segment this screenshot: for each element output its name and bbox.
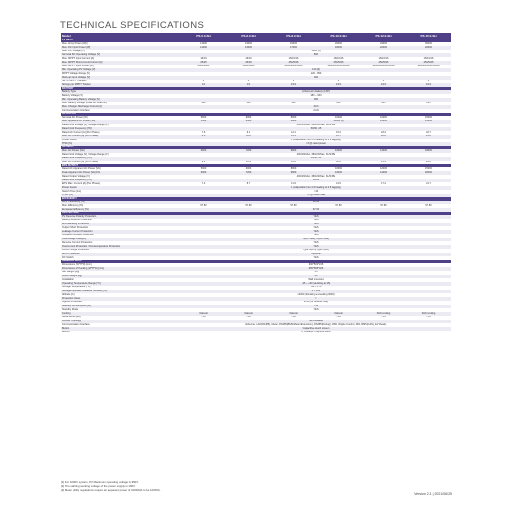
version-label: Version 2.1 | 2021/06/25 <box>414 492 452 496</box>
section-title: EPS OUTPUT <box>61 164 451 167</box>
spec-value: 18000 <box>406 149 451 153</box>
spec-value: ≤4000 (Derating exceeding 3000) <box>181 293 451 297</box>
spec-value: 1/1/1 <box>271 83 316 87</box>
spec-value: <3 @ linear load <box>181 194 451 198</box>
spec-value: 15000 <box>406 120 451 124</box>
spec-label: Cooling <box>61 312 181 316</box>
spec-value: 30.0 <box>181 105 451 109</box>
spec-value: 400/230Vac, 380/220Vac, 3L/N/PE <box>181 153 451 157</box>
spec-label: Min. Operating Battery Voltage [V] <box>61 98 181 102</box>
spec-value: -25 ~ +60 (derating at 45) <box>181 282 451 286</box>
spec-value: 12.1 <box>271 131 316 135</box>
spec-label: Buzzer <box>61 331 181 335</box>
spec-label: Min. Operating PV Voltage [V] <box>61 68 181 72</box>
spec-table-body <box>61 39 451 335</box>
spec-value: 15000 <box>406 116 451 120</box>
spec-value: 665*565*306 <box>181 267 451 271</box>
spec-value: Natural <box>226 312 271 316</box>
spec-value: 35 <box>181 271 451 275</box>
spec-value: YES <box>181 219 451 223</box>
spec-label: Peak Apparent AC Power [VA] 10s <box>61 171 181 175</box>
spec-value: 25/25/25 <box>271 61 316 65</box>
spec-value: 16/16/16 <box>361 57 406 61</box>
spec-value: 15000 <box>406 167 451 171</box>
spec-label: No. of MPPT Trackers <box>61 80 181 84</box>
spec-value: 5000 <box>181 116 226 120</box>
model-column-header: PS-8.0-SH <box>271 33 316 39</box>
spec-value: 25/25/25 <box>316 61 361 65</box>
spec-value: 8000 <box>271 116 316 120</box>
spec-value: <55 <box>406 316 451 320</box>
spec-value: Ethernet, LAN(RJ485), Meter, RS485(BMS/Meter/Extension), RS485(Debug), WiFi, Ripple Control, DIN, BMS(CAN), EV Ready <box>181 323 451 327</box>
spec-value: 16/16 <box>181 57 226 61</box>
spec-label: MPPT Efficiency [%] <box>61 201 181 205</box>
spec-value: 6000 <box>181 149 226 153</box>
footnote: [3] Meter utility regulations require an apparent power of 10000VA to be 1000VA. <box>61 488 161 492</box>
spec-label: Dimensions of Packing (W*H*D) [mm] <box>61 267 181 271</box>
spec-label: Reverse Current Protection <box>61 241 181 245</box>
spec-label: Installation <box>61 278 181 282</box>
spec-value: 3 <box>271 80 316 84</box>
spec-value: 160 <box>271 102 316 106</box>
spec-value: 18.2 <box>361 131 406 135</box>
spec-value: 9600 <box>271 149 316 153</box>
spec-value: IP65 (for outdoor use) <box>181 301 451 305</box>
spec-label: THDi [%] <box>61 142 181 146</box>
model-column-header: PS-15.0-SH <box>406 33 451 39</box>
spec-value: 11000 <box>181 46 226 50</box>
spec-value: 6000 <box>226 116 271 120</box>
spec-value: 11.6 <box>271 182 316 186</box>
spec-label: Battery Voltage [V] <box>61 94 181 98</box>
spec-value: 9.1 <box>226 131 271 135</box>
spec-value: 400/230Vac, 380/220Vac, 3L/N/PE <box>181 124 451 128</box>
spec-label: AFCI Protection <box>61 253 181 257</box>
spec-value: Lithium-ion battery (LFP) <box>181 90 451 94</box>
spec-value: 97.80 <box>316 204 361 208</box>
spec-value: 6000/6000/6000 <box>271 65 316 69</box>
spec-value: 13000 <box>226 42 271 46</box>
spec-value: 400/230Vac, 380/220Vac, 3L/N/PE <box>181 175 451 179</box>
spec-value: 17000 <box>271 46 316 50</box>
spec-value: 1/1/1 <box>316 83 361 87</box>
spec-label: Rated Output Voltage [V] <box>61 175 181 179</box>
footnotes <box>61 480 161 492</box>
spec-value: 16/16 <box>226 57 271 61</box>
spec-value: FAN cooling <box>361 312 406 316</box>
spec-value: 25/25/25 <box>406 61 451 65</box>
spec-value: 10000 <box>316 116 361 120</box>
spec-label: Max. Charge/ Discharge Current [A] <box>61 105 181 109</box>
spec-value: 50/60 <box>181 179 451 183</box>
spec-label: Standby Consumption [W] <box>61 305 181 309</box>
spec-value: 22000 <box>406 46 451 50</box>
spec-value: 5000 <box>181 167 226 171</box>
spec-value: 1000 [1] <box>181 50 451 54</box>
spec-value: 1/1 <box>181 83 226 87</box>
spec-label: Power Factor <box>61 186 181 190</box>
spec-label: Button <box>61 327 181 331</box>
spec-value: Type II(DC)/Type II(AC) <box>181 249 451 253</box>
footnote: [1] For 1000V system, PV Maximum operating voltage is 950V. <box>61 480 139 484</box>
spec-label: Max. AC Current [A] (Per Phase) <box>61 135 181 139</box>
spec-value: 97.80 <box>181 204 226 208</box>
spec-value: 9600 <box>271 171 316 175</box>
spec-value: 8000 <box>271 167 316 171</box>
spec-value: 120 - 950 <box>181 72 451 76</box>
spec-value: <3 @ rated power <box>181 142 451 146</box>
spec-label: Strings per MPPT Tracker <box>61 83 181 87</box>
spec-value: 9.1 <box>181 161 226 165</box>
spec-value: 7.6 <box>181 131 226 135</box>
spec-label: Rated AC Current [A] (Per Phase) <box>61 131 181 135</box>
spec-label: Max. Battery Voltage (Peak AC Load 3h) <box>61 102 181 106</box>
spec-label: Protection Class <box>61 297 181 301</box>
spec-value: 16/16/16 <box>316 57 361 61</box>
spec-value: FAN cooling <box>406 312 451 316</box>
spec-label: Storage/Operation Relative Humidity [%] <box>61 290 181 294</box>
spec-label: Rated Grid Voltage [V], Voltage Range [V] <box>61 153 181 157</box>
spec-value: <30 <box>181 316 226 320</box>
spec-value: 97.00 <box>181 208 451 212</box>
spec-value: 6000 <box>181 171 226 175</box>
spec-value: 13000 <box>226 46 271 50</box>
spec-value: CAN <box>181 109 451 113</box>
spec-value: 2 <box>181 80 226 84</box>
spec-label: Battery Type <box>61 90 181 94</box>
spec-value: YES <box>181 223 451 227</box>
spec-label: Nominal DC Operating Voltage [V] <box>61 53 181 57</box>
spec-label: Rated Grid Frequency [Hz] <box>61 127 181 131</box>
page-title: TECHNICAL SPECIFICATIONS <box>60 20 205 31</box>
spec-value: 6000 <box>226 167 271 171</box>
spec-value: 1 (Adjustable from 0.8 leading to 0.8 lagging) <box>181 186 451 190</box>
spec-label: Anti-Islanding Protection <box>61 223 181 227</box>
spec-label: PV Reverse Polarity Protection <box>61 215 181 219</box>
spec-value: 125 <box>226 102 271 106</box>
spec-value: 12000 <box>316 149 361 153</box>
spec-value: Natural <box>271 312 316 316</box>
spec-value: 180 ~ 900 <box>181 94 451 98</box>
spec-label: Max. MPPT Short-Circuit Current [A] <box>61 61 181 65</box>
spec-value: 600*500*226 <box>181 263 451 267</box>
spec-value: 3 <box>316 80 361 84</box>
spec-value: 99.90 <box>181 201 451 205</box>
spec-value: 40 <box>181 275 451 279</box>
spec-label: Max. DC Input Power [W] <box>61 46 181 50</box>
spec-value: 20.0 <box>361 135 406 139</box>
spec-value: 11000 [3] <box>316 120 361 124</box>
table-row <box>61 331 451 335</box>
spec-value: 97.80 <box>361 204 406 208</box>
spec-value: 18000 <box>406 171 451 175</box>
spec-value: 2 <box>226 80 271 84</box>
spec-value: Natural <box>181 312 226 316</box>
spec-label: DC Switch <box>61 256 181 260</box>
spec-label: Start-up Input Voltage [V] <box>61 76 181 80</box>
spec-label: EPS Max. Current [A] (Per Phase) <box>61 182 181 186</box>
spec-value: 7.2 <box>181 182 226 186</box>
spec-label: Inverter Topology <box>61 320 181 324</box>
spec-label: DC/AC Surge Protection <box>61 249 181 253</box>
spec-value: YES <box>181 256 451 260</box>
spec-value: Natural <box>316 312 361 316</box>
spec-label: European Efficiency [%] <box>61 208 181 212</box>
model-column-header: PS-5.0-SH <box>181 33 226 39</box>
spec-value: II(DC side), III(AC side) <box>181 238 451 242</box>
section-title: BATTERY <box>61 87 451 90</box>
footnote: [2] The starting working voltage of the power supply is 160V. <box>61 484 136 488</box>
spec-value: 13200 <box>361 120 406 124</box>
spec-value: 14.5 <box>316 182 361 186</box>
spec-value: 8800 <box>271 120 316 124</box>
spec-value: 50/60, 45 <box>181 127 451 131</box>
spec-value: 21.7 <box>406 182 451 186</box>
spec-value: 1, model(RYXB)/unit touch <box>181 331 451 335</box>
spec-value: 12000 <box>316 171 361 175</box>
spec-value: 25/25 <box>226 61 271 65</box>
spec-label: Rated Grid Frequency [Hz] <box>61 157 181 161</box>
spec-value: 7200 <box>226 149 271 153</box>
spec-label: Max. Efficiency [%] <box>61 204 181 208</box>
spec-value: 8.7 <box>226 182 271 186</box>
spec-value: 30000 <box>406 42 451 46</box>
spec-value: 97.80 <box>271 204 316 208</box>
spec-label: Power Factor <box>61 139 181 143</box>
spec-label: Max. MPPT Input Current [A] <box>61 57 181 61</box>
spec-value: 18000 <box>316 46 361 50</box>
spec-value: 18.2 <box>316 161 361 165</box>
spec-value: Capacitive touch screen <box>181 327 451 331</box>
spec-value: 1/1 <box>226 83 271 87</box>
spec-label: Leakage Current Protection <box>61 230 181 234</box>
spec-value: 10000/10000/10000 <box>316 65 361 69</box>
spec-value: 1 (Adjustable from 0.8 leading to 0.8 lagging) <box>181 139 451 143</box>
model-column-header: PS-10.0-SH <box>316 33 361 39</box>
spec-value: 6000/6000 <box>226 65 271 69</box>
spec-value: 17.4 <box>361 182 406 186</box>
spec-label: Rated Grid Voltage [V], Voltage Range [V] <box>61 124 181 128</box>
spec-value: 210 <box>316 102 361 106</box>
spec-label: Insulation Resistor Detection <box>61 234 181 238</box>
spec-value: YES <box>181 308 451 312</box>
spec-value: 97.80 <box>406 204 451 208</box>
spec-value: YES <box>181 215 451 219</box>
spec-value: 1/1/1 <box>361 83 406 87</box>
spec-value: 10000 <box>316 167 361 171</box>
spec-value: 14.6 <box>271 161 316 165</box>
spec-label: Noise Emits [dB] <box>61 316 181 320</box>
spec-value: <55 <box>361 316 406 320</box>
spec-value: 13.3 <box>271 135 316 139</box>
spec-value: 16/16/16 <box>406 57 451 61</box>
section-title: PROTECTION <box>61 212 451 215</box>
spec-value: 11000 <box>181 42 226 46</box>
spec-value: <30 <box>226 316 271 320</box>
spec-value: 16/16/16 <box>271 57 316 61</box>
section-title: PV INPUT <box>61 39 451 42</box>
spec-label: Rated Grid Frequency [Hz] <box>61 179 181 183</box>
spec-value: Non-isolated <box>181 320 451 324</box>
spec-value: 16.7 <box>316 135 361 139</box>
spec-value: 6000/6000 <box>181 65 226 69</box>
spec-label: Communication Interface <box>61 323 181 327</box>
spec-value: 10.9 <box>226 161 271 165</box>
spec-value: <30 <box>316 316 361 320</box>
spec-label: Overvoltage Category <box>61 238 181 242</box>
spec-value: 15.2 <box>316 131 361 135</box>
spec-label: Max. Array Power [Wp] <box>61 42 181 46</box>
spec-value: 25.0 <box>406 135 451 139</box>
spec-value: 3 <box>406 80 451 84</box>
spec-value: YES <box>181 245 451 249</box>
spec-value: YES <box>181 230 451 234</box>
spec-value: 21.9 <box>361 161 406 165</box>
spec-value: 14400 <box>361 149 406 153</box>
spec-value: 10000/10000/10000 <box>406 65 451 69</box>
spec-value: 10.0 <box>226 135 271 139</box>
section-title: AC INPUT <box>61 146 451 149</box>
spec-value: 180 <box>181 98 451 102</box>
spec-label: Output Short Protection <box>61 226 181 230</box>
spec-label: MPPT Voltage Range [V] <box>61 72 181 76</box>
section-title: GENERAL DATA <box>61 260 451 263</box>
model-column-header: PS-6.0-SH <box>226 33 271 39</box>
spec-label: Switch Time [ms] <box>61 190 181 194</box>
model-header: Model <box>61 33 181 39</box>
spec-value: <15 <box>181 305 451 309</box>
spec-value: 10000/10000/10000 <box>361 65 406 69</box>
spec-label: Max. DC Voltage [V] <box>61 50 181 54</box>
spec-value: 600 <box>181 53 451 57</box>
spec-value: YES <box>181 241 451 245</box>
spec-label: Battery Reverse Protection <box>61 219 181 223</box>
spec-value: 225 <box>361 102 406 106</box>
spec-label: Max. Apparent AC Power [VA] <box>61 120 181 124</box>
spec-value: 22000 <box>361 46 406 50</box>
spec-label: Nominal AC Power [W] <box>61 116 181 120</box>
spec-value: 26.2 <box>406 161 451 165</box>
spec-value: <10 <box>181 190 451 194</box>
spec-value: 16000 <box>271 42 316 46</box>
section-title: AC OUTPUT <box>61 113 451 116</box>
spec-label: Rated AC Apparent AC Power [VA] <box>61 167 181 171</box>
spec-label: Max. MPPT Input Power [W] <box>61 65 181 69</box>
spec-value: 160 <box>181 76 451 80</box>
spec-value: 50/60, 45 <box>181 157 451 161</box>
spec-label: Dimensions (W*H*D) [mm] <box>61 263 181 267</box>
spec-value: 3 <box>361 80 406 84</box>
spec-value: YES <box>181 234 451 238</box>
spec-table <box>61 33 451 335</box>
spec-value: 14400 <box>361 171 406 175</box>
spec-value: 25/25 <box>181 61 226 65</box>
spec-label: Storage Temperature [°C] <box>61 286 181 290</box>
spec-value: 5500 <box>181 120 226 124</box>
spec-value: Optional <box>181 253 451 257</box>
spec-value: Wall mounted <box>181 278 451 282</box>
spec-value: 108 <box>181 102 226 106</box>
spec-value: <30 <box>271 316 316 320</box>
spec-label: Max. AC Power [VA] <box>61 149 181 153</box>
spec-value: I <box>181 297 451 301</box>
spec-label: Operating Temperature Range [°C] <box>61 282 181 286</box>
spec-value: 97.80 <box>226 204 271 208</box>
spec-label: Standby Mode <box>61 308 181 312</box>
spec-label: Net Weight [kg] <box>61 271 181 275</box>
spec-label: Communication Interface <box>61 109 181 113</box>
spec-value: 22.7 <box>406 131 451 135</box>
spec-label: Overcurrent Protection / Overtemperature Protection <box>61 245 181 249</box>
spec-label: Ingress Protection <box>61 301 181 305</box>
spec-value: 6600 <box>226 120 271 124</box>
spec-value: 12000 <box>361 167 406 171</box>
spec-value: 8.3 <box>181 135 226 139</box>
spec-label: THDv [%] <box>61 194 181 198</box>
spec-label: Altitude [m] <box>61 293 181 297</box>
spec-value: -40 ~ +70 <box>181 286 451 290</box>
model-column-header: PS-12.0-SH <box>361 33 406 39</box>
spec-value: 0 ~ 100 <box>181 290 451 294</box>
spec-value: 20000 <box>316 42 361 46</box>
spec-value: 235 <box>406 102 451 106</box>
spec-value: 1/1/1 <box>406 83 451 87</box>
spec-value: 7200 <box>226 171 271 175</box>
spec-value: YES <box>181 226 451 230</box>
spec-label: Gross Weight [kg] <box>61 275 181 279</box>
spec-value: 24000 <box>361 42 406 46</box>
section-title: EFFICIENCY <box>61 197 451 200</box>
spec-label: Max. AC Current [A] (Per Phase) <box>61 161 181 165</box>
spec-value: 25/25/25 <box>361 61 406 65</box>
spec-value: 12000 <box>361 116 406 120</box>
spec-value: 140 [2] <box>181 68 451 72</box>
